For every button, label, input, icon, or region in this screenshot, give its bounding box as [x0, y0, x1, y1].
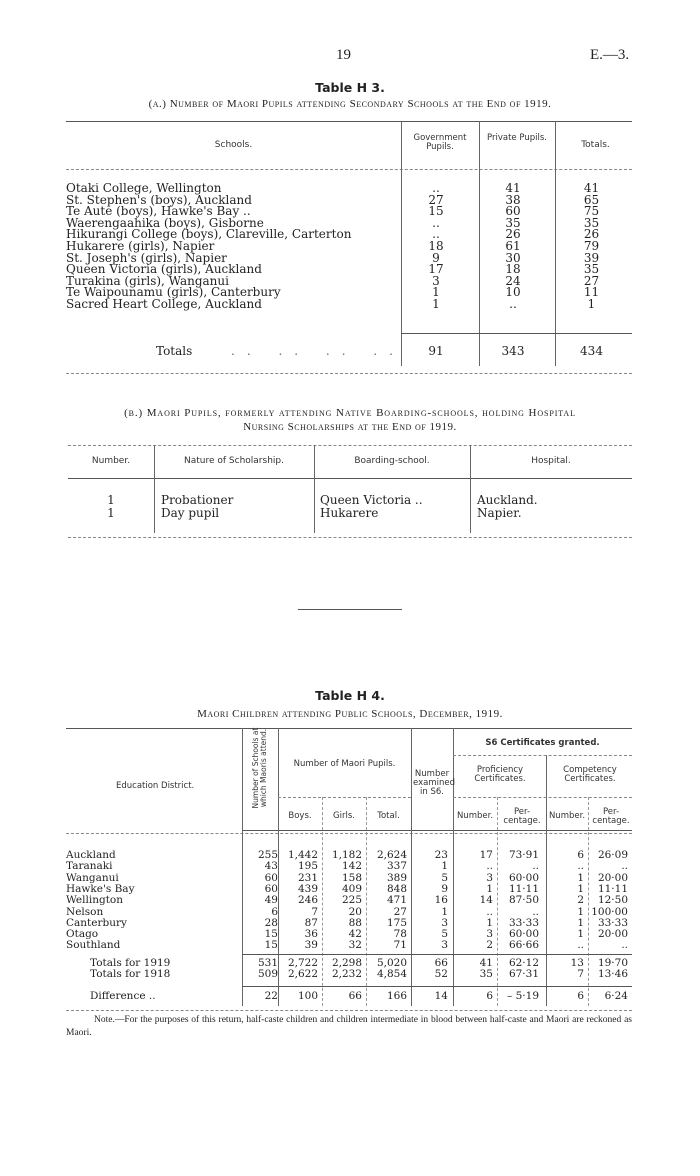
- h3-priv-value: 38: [505, 192, 521, 207]
- h3-school-name: Turakina (girls), Wanganui: [66, 273, 229, 288]
- h4-comp-number: 2: [577, 894, 584, 907]
- h4-boys: 100: [297, 990, 318, 1002]
- h4-prof-number: 35: [479, 968, 493, 981]
- h4-header-girls: Girls.: [333, 811, 355, 821]
- h4-schools: 509: [257, 968, 278, 981]
- h4-note: Note.—For the purposes of this return, half-caste children and children intermediate in blood between half-caste and Maori are reckoned as Maori.: [66, 1015, 632, 1038]
- h4-schools: 531: [257, 957, 278, 969]
- h4-girls: 158: [341, 871, 362, 884]
- h4-comp-percentage: 26·09: [597, 849, 628, 861]
- h4-examined: 3: [441, 939, 448, 952]
- h4-boys: 195: [297, 860, 318, 873]
- h4-girls: 2,232: [331, 968, 362, 981]
- tb-boarding: Queen Victoria ..: [320, 493, 423, 507]
- h4-total: 5,020: [376, 957, 407, 969]
- h3-gov-value: 9: [432, 250, 440, 265]
- h4-total: 175: [386, 916, 407, 929]
- h4-girls: 32: [348, 939, 362, 952]
- h4-table-row: [66, 940, 636, 951]
- h3-gov-value: ..: [432, 227, 440, 242]
- h4-girls: 42: [348, 928, 362, 941]
- h4-boys: 1,442: [287, 849, 318, 861]
- h3-total-value: 26: [583, 227, 600, 242]
- h4-prof-number: 1: [486, 882, 493, 895]
- table-h4-caption: Maori Children attending Public Schools, December, 1919.: [197, 708, 503, 720]
- h4-examined: 5: [441, 928, 448, 941]
- table-b-caption-line1: (b.) Maori Pupils, formerly attending Native Boarding-schools, holding Hospital: [124, 407, 576, 419]
- h3-total-value: 79: [583, 239, 600, 253]
- h3-total-value: 75: [583, 204, 600, 219]
- h3-table-row: [66, 240, 636, 252]
- h4-total: 848: [386, 882, 407, 895]
- h4-comp-number: 7: [577, 968, 584, 981]
- h3-gov-value: 3: [432, 273, 440, 288]
- h4-schools: 49: [264, 894, 278, 907]
- h4-prof-number: 6: [486, 990, 493, 1002]
- h3-priv-value: 26: [505, 227, 521, 242]
- h4-comp-number: 1: [577, 905, 584, 918]
- h3-gov-value: 27: [428, 192, 444, 207]
- tb-header-boarding: Boarding-school.: [354, 456, 430, 466]
- h4-schools: 43: [264, 860, 278, 873]
- tb-number: 1: [107, 506, 115, 520]
- h3-gov-value: 18: [428, 239, 444, 253]
- h4-prof-number: 2: [486, 939, 493, 952]
- h4-prof-number: ..: [486, 860, 493, 873]
- h3-priv-value: 30: [505, 250, 521, 265]
- h4-examined: 14: [434, 990, 448, 1002]
- h4-prof-percentage: 60·00: [508, 871, 539, 884]
- h4-girls: 2,298: [331, 957, 362, 969]
- section-divider: [298, 609, 402, 610]
- h4-boys: 36: [304, 928, 318, 941]
- tb-hospital: Auckland.: [477, 493, 538, 507]
- h4-header-certs-group: S6 Certificates granted.: [485, 738, 600, 748]
- h4-examined: 66: [434, 957, 448, 969]
- table-b-caption-line2: Nursing Scholarships at the End of 1919.: [243, 421, 457, 433]
- h4-comp-number: 1: [577, 871, 584, 884]
- h3-gov-value: 15: [428, 204, 444, 219]
- h4-comp-number: 6: [577, 849, 584, 861]
- h4-schools: 60: [264, 871, 278, 884]
- h3-totals-priv: 343: [501, 344, 525, 358]
- h4-prof-number: 3: [486, 871, 493, 884]
- h4-header-district: Education District.: [116, 781, 195, 791]
- h4-table-row: [66, 861, 636, 872]
- h3-gov-value: 17: [428, 262, 444, 277]
- h4-comp-number: ..: [577, 860, 584, 873]
- h3-school-name: Hukarere (girls), Napier: [66, 239, 215, 253]
- h4-district: Southland: [66, 939, 121, 952]
- h3-total-value: 41: [583, 181, 600, 195]
- h4-total: 471: [386, 894, 407, 907]
- h4-boys: 246: [297, 894, 318, 907]
- tb-header-nature: Nature of Scholarship.: [184, 456, 284, 466]
- h4-girls: 20: [348, 905, 362, 918]
- h4-prof-percentage: 87·50: [508, 894, 539, 907]
- h4-girls: 1,182: [331, 849, 362, 861]
- document-reference: E.—3.: [590, 47, 630, 63]
- h3-header-schools: Schools.: [214, 140, 253, 150]
- h3-priv-value: ..: [509, 297, 517, 311]
- h3-total-value: 35: [583, 262, 600, 277]
- h3-priv-value: 10: [505, 285, 521, 300]
- h4-boys: 2,622: [287, 968, 318, 981]
- tb-hospital: Napier.: [477, 506, 522, 520]
- h4-prof-percentage: ..: [532, 905, 539, 918]
- h4-prof-percentage: 33·33: [508, 916, 539, 929]
- tb-nature: Probationer: [161, 493, 234, 507]
- h4-district: Canterbury: [66, 916, 127, 929]
- h4-total: 4,854: [376, 968, 407, 981]
- h3-school-name: Te Aute (boys), Hawke's Bay ..: [66, 204, 251, 219]
- h4-examined: 1: [441, 905, 448, 918]
- h3-gov-value: 1: [432, 297, 440, 311]
- h4-schools: 22: [264, 990, 278, 1002]
- h4-boys: 439: [297, 882, 318, 895]
- h3-priv-value: 24: [505, 273, 521, 288]
- h3-gov-value: ..: [432, 181, 440, 195]
- h4-district: Wellington: [66, 894, 124, 907]
- h4-prof-percentage: 66·66: [508, 939, 539, 952]
- h4-header-boys: Boys.: [288, 811, 312, 821]
- h4-district: Taranaki: [66, 860, 113, 873]
- dot-leader: .. .. .. ..: [231, 344, 405, 358]
- h3-header-private: Private Pupils.: [487, 133, 547, 143]
- h4-comp-number: 1: [577, 928, 584, 941]
- h3-totals-total: 434: [580, 344, 603, 358]
- tb-table-row: [68, 494, 638, 506]
- page-number: 19: [336, 47, 351, 63]
- h4-schools: 28: [264, 916, 278, 929]
- h4-district: Nelson: [66, 905, 104, 918]
- h3-school-name: Te Waipounamu (girls), Canterbury: [66, 285, 281, 300]
- h4-header-comp-percentage: Per-centage.: [592, 807, 630, 826]
- h4-examined: 9: [441, 882, 448, 895]
- h3-school-name: Queen Victoria (girls), Auckland: [66, 262, 262, 277]
- h3-header-totals: Totals.: [581, 140, 610, 150]
- tb-boarding: Hukarere: [320, 506, 379, 520]
- h4-header-pupils-group: Number of Maori Pupils.: [293, 759, 396, 769]
- h3-school-name: Waerengaahika (boys), Gisborne: [66, 215, 264, 230]
- h4-table-row: [66, 895, 636, 906]
- h4-examined: 52: [434, 968, 448, 981]
- h3-school-name: Sacred Heart College, Auckland: [66, 297, 262, 311]
- h4-header-schools-count: Number of Schools at which Maoris attend.: [251, 727, 268, 809]
- h4-total: 27: [393, 905, 407, 918]
- h4-header-prof-percentage: Per-centage.: [503, 807, 541, 826]
- h3-school-name: St. Stephen's (boys), Auckland: [66, 192, 252, 207]
- h4-boys: 2,722: [287, 957, 318, 969]
- h3-school-name: Otaki College, Wellington: [66, 181, 222, 195]
- h4-comp-percentage: 13·46: [597, 968, 628, 981]
- h3-total-value: 27: [583, 273, 600, 288]
- h3-gov-value: ..: [432, 215, 440, 230]
- h4-district: Otago: [66, 928, 99, 941]
- h4-comp-number: 1: [577, 882, 584, 895]
- h4-total: 337: [386, 860, 407, 873]
- h4-schools: 15: [264, 928, 278, 941]
- h4-district: Totals for 1919: [90, 957, 171, 969]
- h4-header-total: Total.: [377, 811, 400, 821]
- h4-girls: 66: [348, 990, 362, 1002]
- h4-girls: 409: [341, 882, 362, 895]
- h3-total-value: 1: [587, 297, 596, 311]
- h3-priv-value: 60: [505, 204, 521, 219]
- h4-boys: 39: [304, 939, 318, 952]
- h4-comp-percentage: 20·00: [597, 871, 628, 884]
- h3-school-name: Hikurangi College (boys), Clareville, Carterton: [66, 227, 352, 242]
- h4-boys: 231: [297, 871, 318, 884]
- h4-total: 166: [386, 990, 407, 1002]
- h4-prof-percentage: ..: [532, 860, 539, 873]
- table-h3-title: Table H 3.: [315, 80, 385, 95]
- h3-gov-value: 1: [432, 285, 440, 300]
- h4-comp-percentage: 19·70: [597, 957, 628, 969]
- h4-comp-percentage: ..: [621, 860, 628, 873]
- h4-comp-number: ..: [577, 939, 584, 952]
- h4-boys: 7: [311, 905, 318, 918]
- h4-girls: 88: [348, 916, 362, 929]
- h4-prof-number: 17: [479, 849, 493, 861]
- h4-prof-number: 41: [479, 957, 493, 969]
- h4-header-comp-number: Number.: [548, 811, 586, 821]
- h4-header-proficiency: Proficiency Certificates.: [474, 765, 526, 784]
- h3-total-value: 65: [583, 192, 600, 207]
- h4-boys: 87: [304, 916, 318, 929]
- h3-total-value: 39: [583, 250, 600, 265]
- table-h3-caption: (a.) Number of Maori Pupils attending Secondary Schools at the End of 1919.: [148, 98, 552, 110]
- h4-total: 71: [393, 939, 407, 952]
- h4-comp-percentage: 33·33: [597, 916, 628, 929]
- h4-comp-percentage: 12·50: [597, 894, 628, 907]
- h4-examined: 5: [441, 871, 448, 884]
- h4-comp-number: 6: [577, 990, 584, 1002]
- h4-difference-row: [66, 991, 636, 1002]
- h3-priv-value: 41: [505, 181, 521, 195]
- h4-prof-percentage: 62·12: [508, 957, 539, 969]
- h4-total: 2,624: [376, 849, 407, 861]
- h4-examined: 1: [441, 860, 448, 873]
- h3-table-row: [66, 182, 636, 194]
- h4-comp-percentage: 6·24: [604, 990, 628, 1002]
- tb-header-number: Number.: [91, 456, 131, 466]
- h4-total: 78: [393, 928, 407, 941]
- h3-totals-row: [66, 345, 636, 357]
- h3-priv-value: 61: [505, 239, 521, 253]
- h3-table-row: [66, 298, 636, 310]
- h4-examined: 16: [434, 894, 448, 907]
- h4-prof-number: 3: [486, 928, 493, 941]
- h4-schools: 6: [271, 905, 278, 918]
- h3-total-value: 35: [583, 215, 600, 230]
- tb-nature: Day pupil: [161, 506, 220, 520]
- h3-school-name: St. Joseph's (girls), Napier: [66, 250, 227, 265]
- h4-district: Wanganui: [66, 871, 119, 884]
- h3-header-government: Government Pupils.: [413, 133, 467, 152]
- h4-prof-percentage: 60·00: [508, 928, 539, 941]
- h4-girls: 225: [341, 894, 362, 907]
- h4-comp-number: 1: [577, 916, 584, 929]
- h4-header-prof-number: Number.: [456, 811, 494, 821]
- h4-district: Auckland: [66, 849, 116, 861]
- h4-total: 389: [386, 871, 407, 884]
- h4-schools: 15: [264, 939, 278, 952]
- h4-comp-percentage: 100·00: [591, 905, 628, 918]
- h4-prof-percentage: 67·31: [508, 968, 539, 981]
- h4-prof-percentage: 73·91: [508, 849, 539, 861]
- tb-table-row: [68, 507, 638, 519]
- h3-priv-value: 18: [505, 262, 521, 277]
- h4-prof-number: 1: [486, 916, 493, 929]
- h4-examined: 3: [441, 916, 448, 929]
- h4-comp-percentage: ..: [621, 939, 628, 952]
- h4-totals-row: [66, 969, 636, 980]
- h4-header-examined: Number examined in S6.: [413, 769, 455, 797]
- h4-district: Totals for 1918: [90, 968, 171, 981]
- h4-district: Difference ..: [90, 990, 156, 1002]
- tb-number: 1: [107, 493, 115, 507]
- tb-header-hospital: Hospital.: [531, 456, 571, 466]
- h4-comp-percentage: 11·11: [597, 882, 628, 895]
- h3-total-value: 11: [583, 285, 600, 300]
- h3-priv-value: 35: [505, 215, 521, 230]
- h4-prof-percentage: 11·11: [508, 882, 539, 895]
- table-h4-title: Table H 4.: [315, 688, 385, 703]
- h4-girls: 142: [341, 860, 362, 873]
- h4-header-competency: Competency Certificates.: [563, 765, 617, 784]
- h4-comp-number: 13: [570, 957, 584, 969]
- h4-comp-percentage: 20·00: [597, 928, 628, 941]
- h4-schools: 255: [257, 849, 278, 861]
- h4-examined: 23: [434, 849, 448, 861]
- h4-prof-number: 14: [479, 894, 493, 907]
- h4-prof-percentage: – 5·19: [507, 990, 539, 1002]
- h4-district: Hawke's Bay: [66, 882, 135, 895]
- h4-prof-number: ..: [486, 905, 493, 918]
- h3-totals-gov: 91: [428, 344, 444, 358]
- h4-schools: 60: [264, 882, 278, 895]
- h3-totals-label: Totals: [156, 344, 193, 358]
